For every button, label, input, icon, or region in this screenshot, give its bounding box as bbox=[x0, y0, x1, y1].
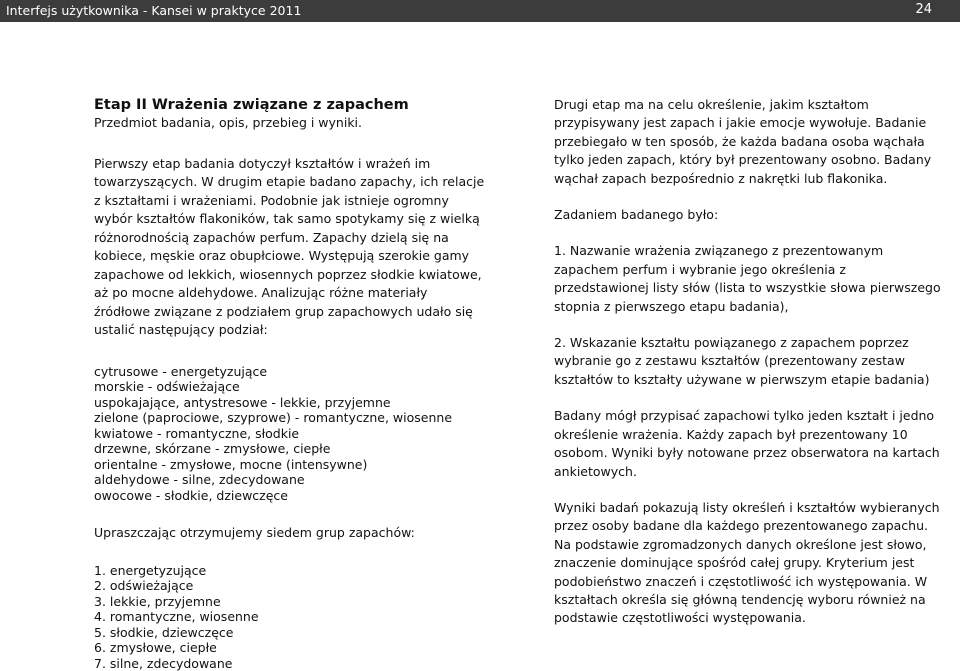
left-column bbox=[94, 96, 519, 671]
document-title: Interfejs użytkownika - Kansei w praktyce 2011 bbox=[6, 3, 301, 18]
page-header bbox=[0, 0, 960, 22]
paragraph-line: zapachem perfum i wybranie jego określenia z bbox=[554, 261, 960, 279]
list-item: orientalne - zmysłowe, mocne (intensywne) bbox=[94, 457, 519, 473]
assignment-paragraph bbox=[554, 407, 960, 481]
paragraph-line: 1. Nazwanie wrażenia związanego z prezentowanym bbox=[554, 242, 960, 260]
paragraph-line: podstawie częstotliwości występowania. bbox=[554, 609, 960, 627]
paragraph-line: źródłowe związane z podziałem grup zapachowych udało się bbox=[94, 303, 519, 322]
list-item: owocowe - słodkie, dziewczęce bbox=[94, 488, 519, 504]
list-item: 2. odświeżające bbox=[94, 578, 519, 594]
paragraph-line: przedstawionej listy słów (lista to wszystkie słowa pierwszego bbox=[554, 279, 960, 297]
list-item: morskie - odświeżające bbox=[94, 379, 519, 395]
list-item: drzewne, skórzane - zmysłowe, ciepłe bbox=[94, 441, 519, 457]
list-item: uspokajające, antystresowe - lekkie, przyjemne bbox=[94, 395, 519, 411]
summary-intro: Upraszczając otrzymujemy siedem grup zapachów: bbox=[94, 525, 519, 541]
paragraph-line: stopnia z pierwszego etapu badania), bbox=[554, 298, 960, 316]
paragraph-line: z kształtami i wrażeniami. Podobnie jak istnieje ogromny bbox=[94, 192, 519, 211]
scent-group-list bbox=[94, 563, 519, 671]
procedure-paragraph bbox=[554, 96, 960, 188]
intro-paragraph bbox=[94, 155, 519, 340]
paragraph-line: znaczenie dominujące spośród całej grupy. Kryterium jest bbox=[554, 554, 960, 572]
page-number: 24 bbox=[915, 2, 932, 17]
task-label: Zadaniem badanego było: bbox=[554, 206, 960, 224]
list-item: 3. lekkie, przyjemne bbox=[94, 594, 519, 610]
list-item: kwiatowe - romantyczne, słodkie bbox=[94, 426, 519, 442]
paragraph-line: Na podstawie zgromadzonych danych określone jest słowo, bbox=[554, 536, 960, 554]
paragraph-line: Wyniki badań pokazują listy określeń i kształtów wybieranych bbox=[554, 499, 960, 517]
paragraph-line: zapachowe od lekkich, wiosennych poprzez słodkie kwiatowe, bbox=[94, 266, 519, 285]
paragraph-line: aż po mocne aldehydowe. Analizując różne materiały bbox=[94, 284, 519, 303]
paragraph-line: kobiece, męskie oraz obupłciowe. Występują szerokie gamy bbox=[94, 247, 519, 266]
paragraph-line: osobom. Wyniki były notowane przez obserwatora na kartach bbox=[554, 444, 960, 462]
list-item: zielone (paprociowe, szyprowe) - romantyczne, wiosenne bbox=[94, 410, 519, 426]
paragraph-line: wybranie go z zestawu kształtów (prezentowany zestaw bbox=[554, 352, 960, 370]
paragraph-line: różnorodnością zapachów perfum. Zapachy dzielą się na bbox=[94, 229, 519, 248]
list-item: 7. silne, zdecydowane bbox=[94, 656, 519, 671]
list-item: 4. romantyczne, wiosenne bbox=[94, 609, 519, 625]
list-item: 6. zmysłowe, ciepłe bbox=[94, 640, 519, 656]
paragraph-line: towarzyszących. W drugim etapie badano zapachy, ich relacje bbox=[94, 173, 519, 192]
results-paragraph bbox=[554, 499, 960, 628]
paragraph-line: ustalić następujący podział: bbox=[94, 321, 519, 340]
list-item: aldehydowe - silne, zdecydowane bbox=[94, 472, 519, 488]
paragraph-line: tylko jeden zapach, który był prezentowany osobno. Badany bbox=[554, 151, 960, 169]
list-item: 5. słodkie, dziewczęce bbox=[94, 625, 519, 641]
paragraph-line: kształtów to kształty używane w pierwszym etapie badania) bbox=[554, 371, 960, 389]
section-heading: Etap II Wrażenia związane z zapachem bbox=[94, 96, 519, 114]
paragraph-line: podobieństwo znaczeń i częstotliwość ich występowania. W bbox=[554, 573, 960, 591]
paragraph-line: przez osoby badane dla każdego prezentowanego zapachu. bbox=[554, 517, 960, 535]
paragraph-line: wybór kształtów flakoników, tak samo spotykamy się z wielką bbox=[94, 210, 519, 229]
paragraph-line: przebiegało w ten sposób, że każda badana osoba wąchała bbox=[554, 133, 960, 151]
list-item: cytrusowe - energetyzujące bbox=[94, 364, 519, 380]
paragraph-line: Badany mógł przypisać zapachowi tylko jeden kształt i jedno bbox=[554, 407, 960, 425]
paragraph-line: Pierwszy etap badania dotyczył kształtów i wrażeń im bbox=[94, 155, 519, 174]
paragraph-line: Drugi etap ma na celu określenie, jakim kształtom bbox=[554, 96, 960, 114]
paragraph-line: określenie wrażenia. Każdy zapach był prezentowany 10 bbox=[554, 426, 960, 444]
task-item-1 bbox=[554, 242, 960, 316]
task-item-2 bbox=[554, 334, 960, 389]
paragraph-line: przypisywany jest zapach i jakie emocje wywołuje. Badanie bbox=[554, 114, 960, 132]
paragraph-line: 2. Wskazanie kształtu powiązanego z zapachem poprzez bbox=[554, 334, 960, 352]
paragraph-line: wąchał zapach bezpośrednio z nakrętki lub flakonika. bbox=[554, 170, 960, 188]
right-column bbox=[554, 96, 960, 628]
paragraph-line: kształtach określa się główną tendencję wyboru również na bbox=[554, 591, 960, 609]
list-item: 1. energetyzujące bbox=[94, 563, 519, 579]
section-subheading: Przedmiot badania, opis, przebieg i wyniki. bbox=[94, 114, 519, 133]
scent-category-list bbox=[94, 364, 519, 504]
paragraph-line: ankietowych. bbox=[554, 463, 960, 481]
